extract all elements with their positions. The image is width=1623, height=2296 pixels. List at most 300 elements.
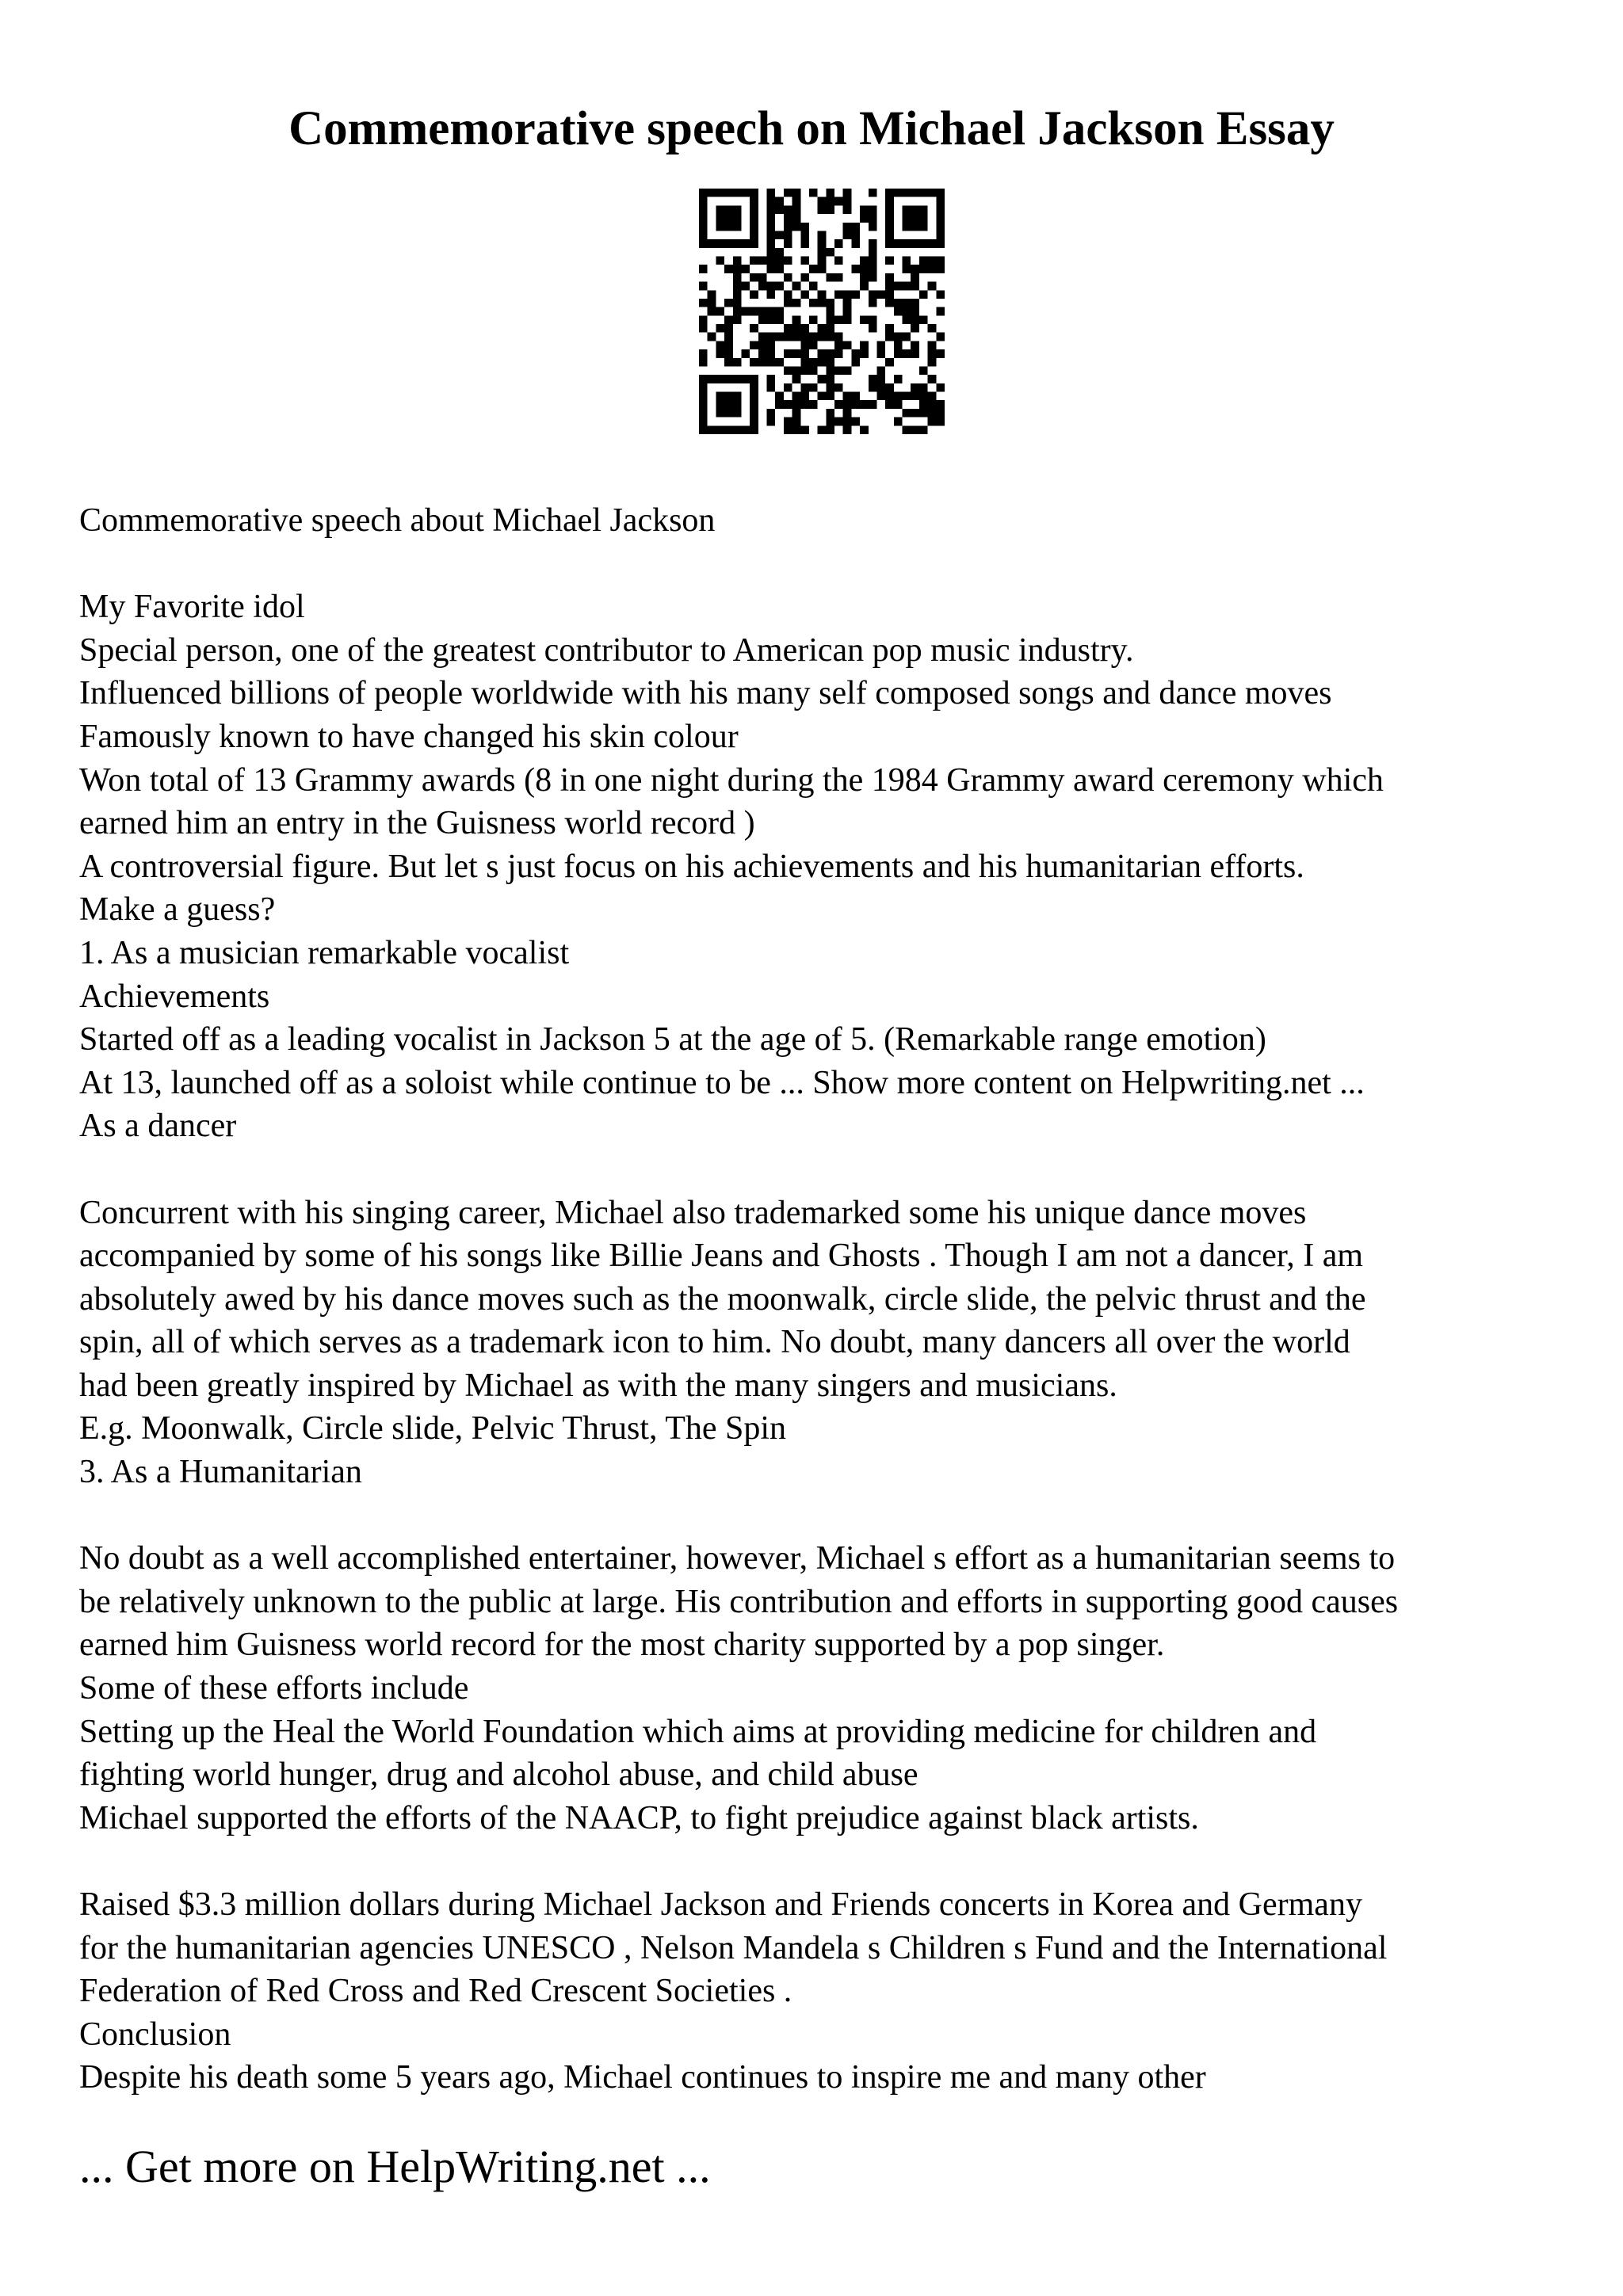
qr-module (750, 358, 758, 367)
qr-module (733, 400, 742, 409)
qr-module (792, 299, 801, 307)
qr-module (818, 265, 827, 273)
qr-module (767, 290, 776, 299)
qr-module (818, 375, 827, 383)
qr-module (919, 400, 928, 409)
qr-module (767, 189, 776, 197)
qr-module (834, 333, 843, 341)
qr-module (708, 189, 716, 197)
qr-module (928, 189, 937, 197)
qr-module (936, 257, 945, 265)
qr-module (716, 214, 724, 223)
qr-module (851, 290, 860, 299)
text-line: Some of these efforts include (79, 1670, 469, 1707)
qr-module (767, 375, 776, 383)
qr-module (750, 307, 758, 316)
qr-module (826, 358, 834, 367)
qr-module (818, 324, 827, 333)
qr-module (733, 257, 742, 265)
qr-module (716, 341, 724, 349)
qr-module (775, 257, 784, 265)
qr-module (885, 223, 894, 231)
qr-module (919, 189, 928, 197)
qr-module (758, 307, 767, 316)
qr-module (903, 349, 911, 358)
qr-module (758, 315, 767, 324)
qr-module (919, 290, 928, 299)
qr-module (784, 257, 792, 265)
qr-module (792, 349, 801, 358)
qr-module (733, 214, 742, 223)
qr-module (767, 341, 776, 349)
qr-module (843, 418, 852, 426)
qr-module (724, 425, 733, 434)
qr-module (869, 324, 877, 333)
qr-module (928, 282, 937, 291)
qr-module (758, 257, 767, 265)
qr-module (928, 400, 937, 409)
qr-module (767, 307, 776, 316)
qr-module (699, 375, 708, 383)
qr-module (936, 239, 945, 248)
qr-module (792, 425, 801, 434)
qr-module (826, 375, 834, 383)
qr-module (784, 231, 792, 239)
qr-module (860, 282, 869, 291)
qr-module (876, 366, 885, 375)
qr-module (869, 248, 877, 257)
qr-module (834, 273, 843, 282)
qr-module (818, 197, 827, 206)
text-line: Started off as a leading vocalist in Jackson 5 at the age of 5. (Remarkable range emotion) (79, 1021, 1266, 1058)
qr-module (775, 400, 784, 409)
qr-module (834, 315, 843, 324)
qr-module (903, 239, 911, 248)
text-line: Make a guess? (79, 891, 276, 929)
qr-module (860, 341, 869, 349)
qr-module (928, 409, 937, 418)
qr-module (919, 214, 928, 223)
text-line: Despite his death some 5 years ago, Michael continues to inspire me and many other (79, 2059, 1206, 2096)
qr-module (911, 239, 919, 248)
qr-module (809, 333, 818, 341)
text-line: for the humanitarian agencies UNESCO , Nelson Mandela s Children s Fund and the International (79, 1929, 1388, 1966)
qr-module (733, 299, 742, 307)
qr-module (860, 400, 869, 409)
qr-module (699, 205, 708, 214)
qr-module (775, 197, 784, 206)
essay-body (79, 499, 1569, 2100)
qr-module (919, 409, 928, 418)
qr-module (903, 282, 911, 291)
qr-module (767, 349, 776, 358)
qr-module (903, 265, 911, 273)
qr-module (843, 307, 852, 316)
qr-module (885, 189, 894, 197)
qr-module (860, 315, 869, 324)
qr-module (869, 273, 877, 282)
qr-module (767, 197, 776, 206)
qr-module (733, 205, 742, 214)
qr-module (894, 189, 903, 197)
qr-module (936, 223, 945, 231)
qr-module (750, 205, 758, 214)
text-line: Special person, one of the greatest contributor to American pop music industry. (79, 631, 1134, 669)
qr-module (809, 383, 818, 392)
text-line: spin, all of which serves as a trademark icon to him. No doubt, many dancers all over the world (79, 1324, 1350, 1361)
qr-module (750, 239, 758, 248)
document-title: Commemorative speech on Michael Jackson Essay (288, 102, 1335, 155)
qr-module (860, 214, 869, 223)
qr-module (809, 299, 818, 307)
qr-module (834, 366, 843, 375)
qr-module (903, 409, 911, 418)
qr-module (826, 299, 834, 307)
qr-module (843, 205, 852, 214)
qr-module (818, 392, 827, 401)
qr-module (843, 223, 852, 231)
qr-module (775, 282, 784, 291)
qr-module (708, 333, 716, 341)
qr-module (818, 358, 827, 367)
text-line: Famously known to have changed his skin colour (79, 718, 739, 755)
qr-module (936, 290, 945, 299)
qr-module (894, 307, 903, 316)
qr-module (826, 273, 834, 282)
qr-module (708, 375, 716, 383)
qr-module (919, 265, 928, 273)
qr-module (885, 214, 894, 223)
qr-module (885, 197, 894, 206)
qr-module (826, 307, 834, 316)
qr-module (919, 223, 928, 231)
qr-module (792, 197, 801, 206)
qr-module (758, 349, 767, 358)
qr-module (903, 299, 911, 307)
qr-module (716, 223, 724, 231)
qr-module (826, 418, 834, 426)
qr-module (767, 315, 776, 324)
qr-module (936, 383, 945, 392)
qr-module (894, 239, 903, 248)
paragraph-dancer (79, 1192, 1569, 1494)
qr-module (733, 189, 742, 197)
qr-module (885, 231, 894, 239)
qr-module (903, 205, 911, 214)
qr-module (784, 366, 792, 375)
qr-module (733, 409, 742, 418)
qr-module (826, 189, 834, 197)
qr-module (699, 383, 708, 392)
qr-module (911, 265, 919, 273)
qr-module (767, 265, 776, 273)
qr-module (733, 282, 742, 291)
qr-module (936, 197, 945, 206)
qr-module (809, 315, 818, 324)
qr-module (792, 282, 801, 291)
qr-module (767, 409, 776, 418)
qr-module (784, 205, 792, 214)
qr-module (843, 409, 852, 418)
qr-module (699, 315, 708, 324)
qr-module (851, 392, 860, 401)
qr-module (733, 223, 742, 231)
qr-module (869, 265, 877, 273)
qr-module (885, 383, 894, 392)
qr-module (911, 341, 919, 349)
text-line: earned him an entry in the Guisness world record ) (79, 805, 755, 842)
qr-module (885, 257, 894, 265)
qr-module (919, 205, 928, 214)
qr-module (869, 257, 877, 265)
qr-module (826, 409, 834, 418)
qr-module (708, 307, 716, 316)
text-line: be relatively unknown to the public at large. His contribution and efforts in supporting good causes (79, 1583, 1399, 1620)
qr-module (741, 349, 750, 358)
qr-module (724, 239, 733, 248)
qr-module (911, 409, 919, 418)
qr-module (699, 349, 708, 358)
qr-module (903, 257, 911, 265)
qr-module (724, 400, 733, 409)
qr-module (699, 358, 708, 367)
get-more-link[interactable]: ... Get more on HelpWriting.net ... (79, 2141, 711, 2192)
qr-module (741, 375, 750, 383)
qr-module (699, 231, 708, 239)
qr-module (775, 392, 784, 401)
text-line: Won total of 13 Grammy awards (8 in one night during the 1984 Grammy award ceremony which (79, 761, 1384, 799)
qr-module (741, 239, 750, 248)
qr-module (903, 214, 911, 223)
qr-module (911, 307, 919, 316)
qr-module (784, 239, 792, 248)
qr-module (826, 197, 834, 206)
qr-module (843, 400, 852, 409)
qr-module (843, 392, 852, 401)
qr-module (860, 349, 869, 358)
qr-module (750, 231, 758, 239)
qr-module (843, 231, 852, 239)
qr-module (851, 239, 860, 248)
qr-module (869, 299, 877, 307)
qr-module (699, 425, 708, 434)
qr-module (834, 418, 843, 426)
qr-module (843, 425, 852, 434)
text-line: Conclusion (79, 2016, 231, 2053)
qr-module (775, 307, 784, 316)
qr-module (826, 383, 834, 392)
text-line: absolutely awed by his dance moves such as the moonwalk, circle slide, the pelvic thrust and the (79, 1280, 1366, 1318)
qr-module (911, 205, 919, 214)
qr-module (869, 239, 877, 248)
qr-module (936, 400, 945, 409)
paragraph-conclusion (79, 1883, 1569, 2100)
text-line: Raised $3.3 million dollars during Michael Jackson and Friends concerts in Korea and Germany (79, 1886, 1362, 1923)
qr-module (708, 239, 716, 248)
qr-module (894, 349, 903, 358)
paragraph-idol (79, 585, 1569, 1148)
qr-module (809, 341, 818, 349)
text-line: accompanied by some of his songs like Billie Jeans and Ghosts . Though I am not a dancer, I am (79, 1238, 1364, 1275)
qr-module (851, 231, 860, 239)
text-line: My Favorite idol (79, 589, 305, 626)
qr-module (716, 425, 724, 434)
qr-module (800, 231, 809, 239)
qr-module (885, 299, 894, 307)
qr-module (784, 299, 792, 307)
qr-module (809, 400, 818, 409)
qr-module (826, 392, 834, 401)
qr-module (936, 231, 945, 239)
text-line: A controversial figure. But let s just focus on his achievements and his humanitarian efforts. (79, 848, 1304, 885)
qr-module (724, 375, 733, 383)
qr-module (792, 392, 801, 401)
qr-module (800, 239, 809, 248)
qr-module (885, 273, 894, 282)
qr-module (851, 358, 860, 367)
qr-module (894, 375, 903, 383)
qr-module (851, 265, 860, 273)
qr-module (750, 257, 758, 265)
qr-module (894, 282, 903, 291)
qr-module (876, 375, 885, 383)
qr-module (800, 400, 809, 409)
qr-module (750, 189, 758, 197)
qr-module (869, 383, 877, 392)
qr-module (758, 358, 767, 367)
qr-module (800, 333, 809, 341)
qr-module (911, 223, 919, 231)
qr-module (758, 282, 767, 291)
qr-module (885, 392, 894, 401)
qr-module (775, 315, 784, 324)
qr-module (741, 425, 750, 434)
qr-module (860, 257, 869, 265)
qr-module (843, 290, 852, 299)
qr-module (716, 409, 724, 418)
qr-module (792, 189, 801, 197)
qr-module (800, 273, 809, 282)
qr-module (818, 333, 827, 341)
qr-module (843, 299, 852, 307)
qr-module (792, 418, 801, 426)
qr-module (911, 383, 919, 392)
qr-module (885, 239, 894, 248)
qr-module (860, 265, 869, 273)
qr-module (750, 324, 758, 333)
qr-module (894, 299, 903, 307)
qr-module (911, 282, 919, 291)
qr-module (919, 257, 928, 265)
qr-module (767, 223, 776, 231)
qr-module (750, 214, 758, 223)
qr-module (800, 425, 809, 434)
qr-module (936, 265, 945, 273)
qr-module (724, 205, 733, 214)
qr-module (775, 231, 784, 239)
qr-module (843, 197, 852, 206)
qr-module (809, 282, 818, 291)
qr-module (911, 299, 919, 307)
qr-module (724, 315, 733, 324)
qr-module (699, 400, 708, 409)
qr-module (936, 349, 945, 358)
qr-module (800, 324, 809, 333)
qr-module (826, 248, 834, 257)
qr-module (876, 383, 885, 392)
qr-module (724, 358, 733, 367)
qr-module (911, 189, 919, 197)
qr-module (800, 392, 809, 401)
qr-module (818, 248, 827, 257)
qr-module (911, 273, 919, 282)
qr-module (894, 341, 903, 349)
qr-module (903, 223, 911, 231)
qr-module (903, 315, 911, 324)
qr-module (699, 239, 708, 248)
qr-module (792, 400, 801, 409)
qr-module (903, 189, 911, 197)
qr-module (919, 425, 928, 434)
qr-module (792, 409, 801, 418)
qr-module (800, 358, 809, 367)
qr-module (784, 189, 792, 197)
text-line: As a dancer (79, 1108, 237, 1145)
qr-module (834, 400, 843, 409)
qr-module (928, 239, 937, 248)
qr-module (716, 307, 724, 316)
qr-module (699, 409, 708, 418)
qr-module (724, 349, 733, 358)
qr-module (758, 333, 767, 341)
qr-module (716, 257, 724, 265)
qr-module (784, 290, 792, 299)
qr-module (894, 392, 903, 401)
qr-module (919, 239, 928, 248)
qr-module (708, 290, 716, 299)
qr-module (800, 341, 809, 349)
qr-module (919, 392, 928, 401)
qr-module (919, 366, 928, 375)
qr-module (724, 341, 733, 349)
qr-module (936, 214, 945, 223)
qr-module (767, 248, 776, 257)
qr-module (708, 425, 716, 434)
qr-module (869, 400, 877, 409)
qr-module (818, 290, 827, 299)
qr-module (775, 358, 784, 367)
qr-module (843, 366, 852, 375)
qr-module (834, 383, 843, 392)
qr-module (818, 205, 827, 214)
qr-module (809, 265, 818, 273)
qr-module (699, 197, 708, 206)
text-line: had been greatly inspired by Michael as with the many singers and musicians. (79, 1367, 1117, 1404)
qr-module (911, 425, 919, 434)
qr-module (784, 383, 792, 392)
qr-module (767, 239, 776, 248)
qr-module (936, 418, 945, 426)
qr-module (699, 324, 708, 333)
qr-module (784, 214, 792, 223)
text-line: Setting up the Heal the World Foundation which aims at providing medicine for children and (79, 1713, 1317, 1750)
qr-module (733, 375, 742, 383)
qr-module (869, 223, 877, 231)
qr-module (834, 349, 843, 358)
qr-module (826, 324, 834, 333)
qr-module (936, 307, 945, 316)
qr-module (876, 290, 885, 299)
